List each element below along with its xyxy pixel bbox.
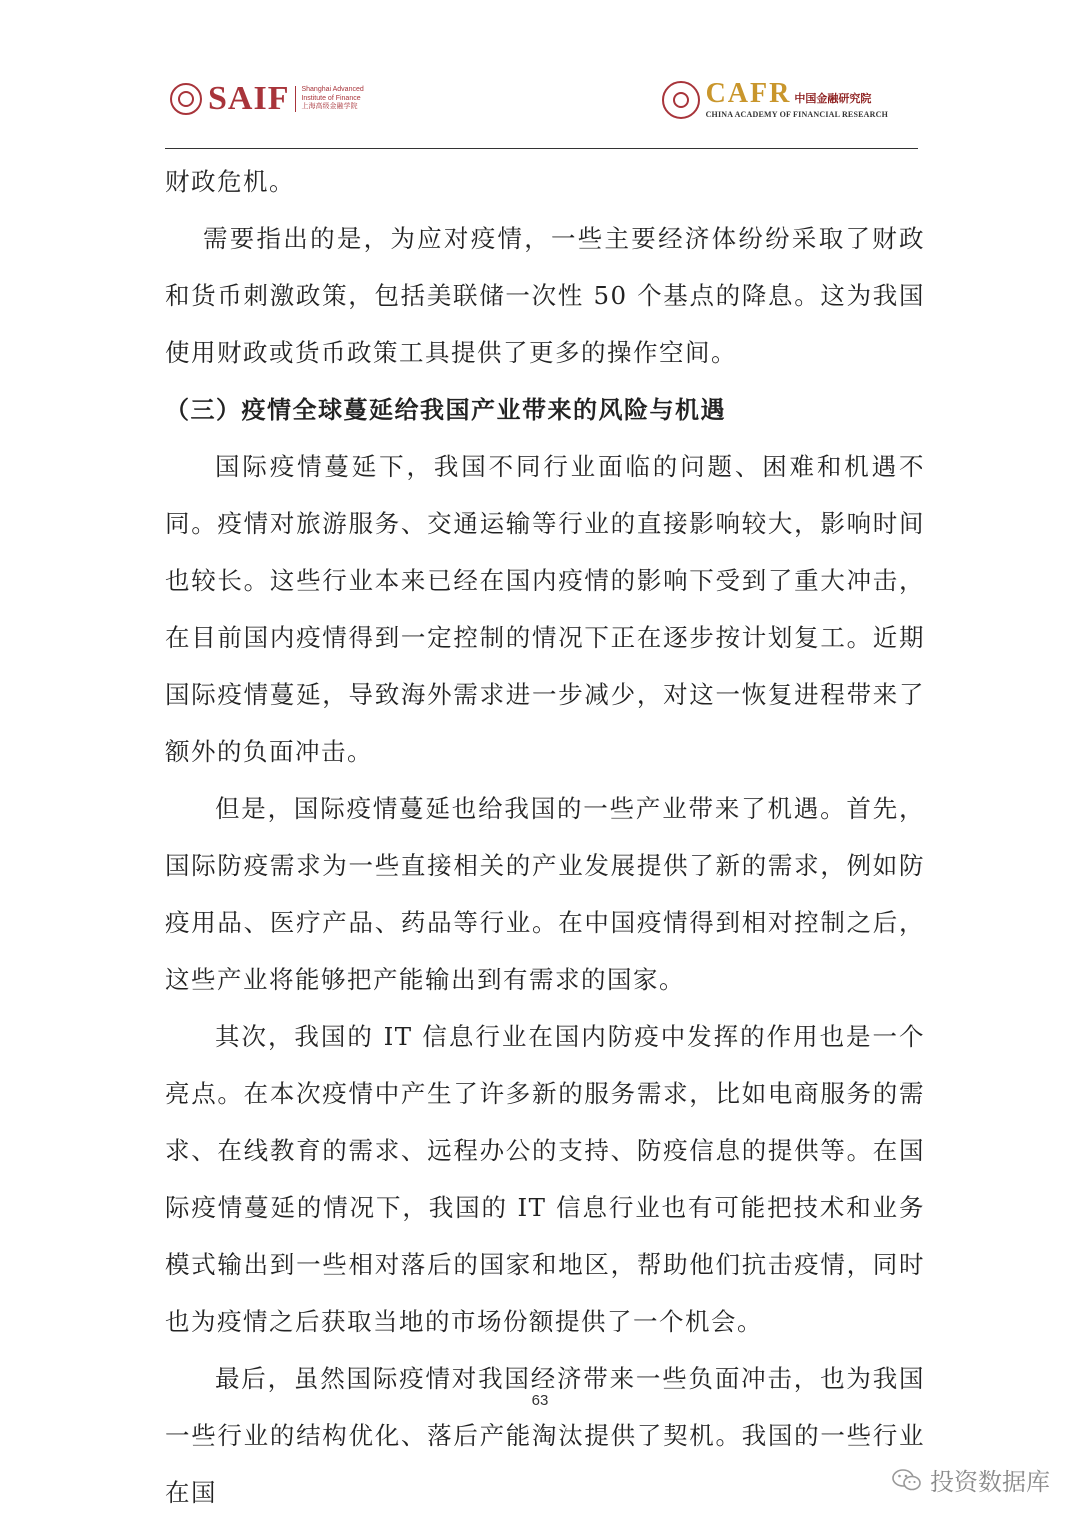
cafr-logo-cn: 中国金融研究院 bbox=[794, 92, 872, 105]
page-number: 63 bbox=[531, 1392, 549, 1409]
paragraph: 需要指出的是，为应对疫情，一些主要经济体纷纷采取了财政和货币刺激政策，包括美联储一次性 50 个基点的降息。这为我国使用财政或货币政策工具提供了更多的操作空间。 bbox=[165, 224, 925, 367]
cafr-logo bbox=[662, 80, 888, 119]
paragraph: 但是，国际疫情蔓延也给我国的一些产业带来了机遇。首先，国际防疫需求为一些直接相关的产业发展提供了新的需求，例如防疫用品、医疗产品、药品等行业。在中国疫情得到相对控制之后，这些产业将能够把产能输出到有需求的国家。 bbox=[165, 794, 925, 994]
wechat-icon bbox=[892, 1468, 922, 1492]
saif-sub-line: Shanghai Advanced bbox=[301, 86, 364, 94]
saif-logo bbox=[170, 82, 364, 116]
saif-sub-line: Institute of Finance bbox=[301, 94, 361, 102]
cafr-logo-en: CHINA ACADEMY OF FINANCIAL RESEARCH bbox=[705, 110, 888, 119]
saif-sub-line: 上海高级金融学院 bbox=[301, 103, 358, 111]
cafr-seal-icon bbox=[662, 81, 700, 119]
paragraph: 其次，我国的 IT 信息行业在国内防疫中发挥的作用也是一个亮点。在本次疫情中产生了许多新的服务需求，比如电商服务的需求、在线教育的需求、远程办公的支持、防疫信息的提供等。在国际疫情蔓延的情况下，我国的 IT 信息行业也有可能把技术和业务模式输出到一些相对落后的国家和地区，帮助他们抗击疫情，同时也为疫情之后获取当地的市场份额提供了一个机会。 bbox=[165, 1022, 925, 1336]
section-heading: （三）疫情全球蔓延给我国产业带来的风险与机遇 bbox=[165, 395, 726, 424]
paragraph: 最后，虽然国际疫情对我国经济带来一些负面冲击，也为我国一些行业的结构优化、落后产能淘汰提供了契机。我国的一些行业在国 bbox=[165, 1364, 925, 1507]
page-header bbox=[165, 70, 918, 148]
saif-logo-text: SAIF bbox=[208, 80, 290, 117]
paragraph: 财政危机。 bbox=[165, 167, 295, 196]
document-body bbox=[165, 153, 925, 1521]
saif-logo-subtitle bbox=[295, 86, 363, 111]
cafr-logo-text: CAFR bbox=[705, 78, 792, 109]
watermark bbox=[892, 1462, 1050, 1497]
saif-seal-icon bbox=[170, 83, 202, 115]
header-divider bbox=[165, 148, 918, 149]
watermark-text: 投资数据库 bbox=[930, 1468, 1050, 1496]
paragraph: 国际疫情蔓延下，我国不同行业面临的问题、困难和机遇不同。疫情对旅游服务、交通运输等行业的直接影响较大，影响时间也较长。这些行业本来已经在国内疫情的影响下受到了重大冲击，在目前国内疫情得到一定控制的情况下正在逐步按计划复工。近期国际疫情蔓延，导致海外需求进一步减少，对这一恢复进程带来了额外的负面冲击。 bbox=[165, 452, 925, 766]
